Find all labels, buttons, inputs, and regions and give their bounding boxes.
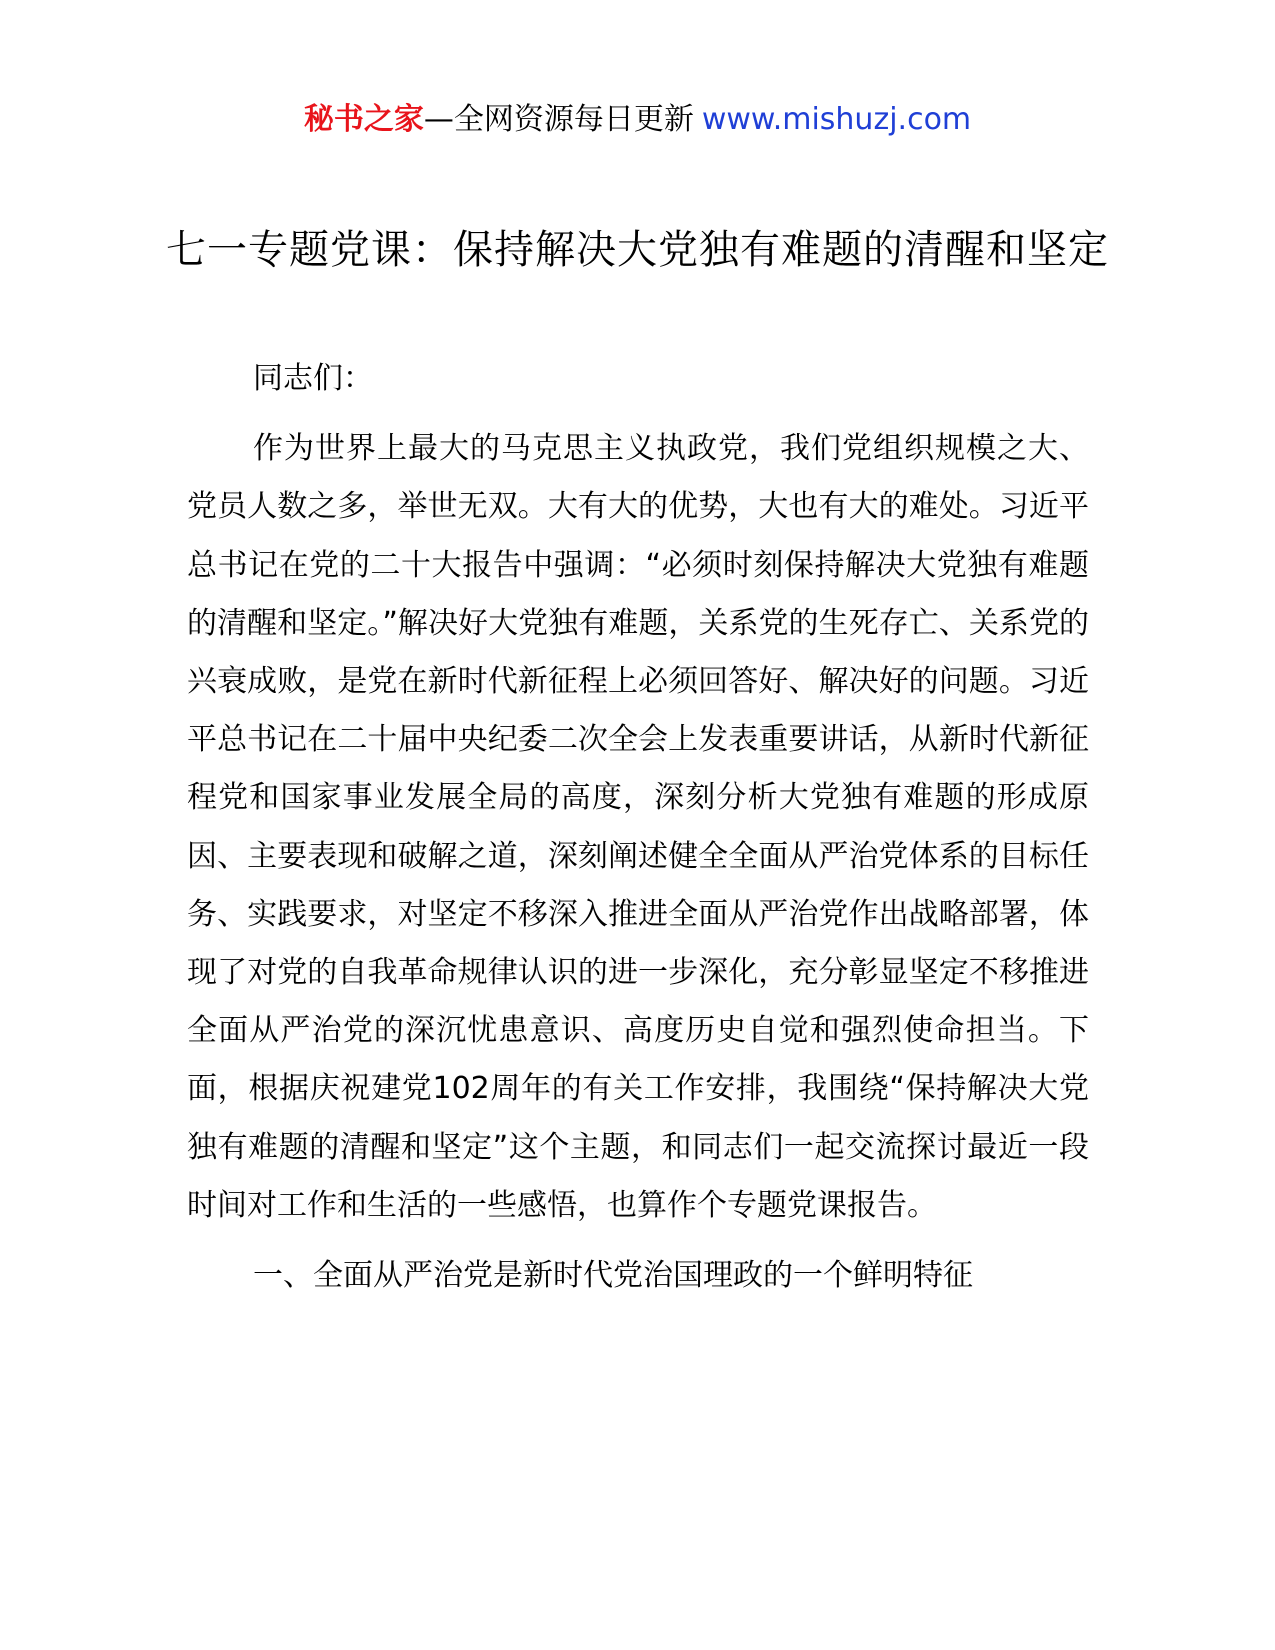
site-tagline: —全网资源每日更新 <box>423 102 694 137</box>
document-title: 七一专题党课：保持解决大党独有难题的清醒和坚定 <box>166 227 1109 273</box>
section-heading: 一、全面从严治党是新时代党治国理政的一个鲜明特征 <box>253 1258 973 1294</box>
site-brand: 秘书之家 <box>303 102 424 137</box>
site-url[interactable]: www.mishuzj.com <box>701 102 972 137</box>
greeting: 同志们： <box>253 361 373 396</box>
document-body <box>187 350 1089 1305</box>
site-header <box>0 100 1275 140</box>
paragraph: 作为世界上最大的马克思主义执政党，我们党组织规模之大、党员人数之多，举世无双。大有大的优势，大也有大的难处。习近平总书记在党的二十大报告中强调：“必须时刻保持解决大党独有难题的清醒和坚定。”解决好大党独有难题，关系党的生死存亡、关系党的兴衰成败，是党在新时代新征程上必须回答好、解决好的问题。习近平总书记在二十届中央纪委二次全会上发表重要讲话，从新时代新征程党和国家事业发展全局的高度，深刻分析大党独有难题的形成原因、主要表现和破解之道，深刻阐述健全全面从严治党体系的目标任务、实践要求，对坚定不移深入推进全面从严治党作出战略部署，体现了对党的自我革命规律认识的进一步深化，充分彰显坚定不移推进全面从严治党的深沉忧患意识、高度历史自觉和强烈使命担当。下面，根据庆祝建党102周年的有关工作安排，我围绕“保持解决大党独有难题的清醒和坚定”这个主题，和同志们一起交流探讨最近一段时间对工作和生活的一些感悟，也算作个专题党课报告。 <box>187 431 1089 1223</box>
